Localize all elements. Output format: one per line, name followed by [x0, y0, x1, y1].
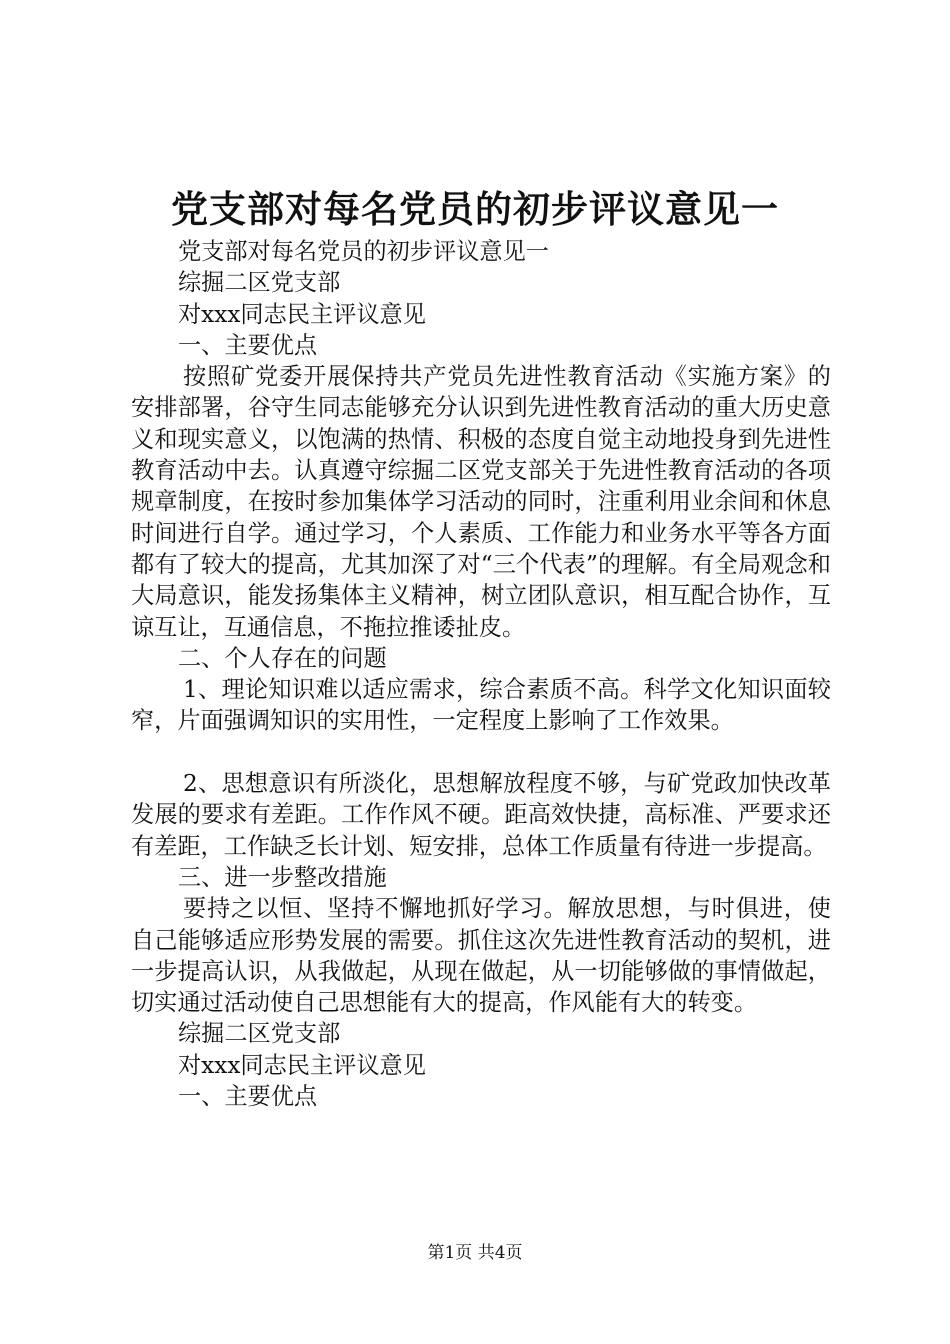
paragraph-measures: 要持之以恒、坚持不懈地抓好学习。解放思想，与时俱进，使自己能够适应形势发展的需要。抓住这次先进性教育活动的契机，进一步提高认识，从我做起，从现在做起，从一切能够做的事情做起，切实通过活动使自己思想能有大的提高，作风能有大的转变。 — [131, 895, 831, 1017]
body-line: 对xxx同志民主评议意见 — [178, 300, 426, 328]
document-body — [131, 236, 831, 1112]
body-line: 综掘二区党支部 — [178, 1020, 341, 1048]
section-heading: 二、个人存在的问题 — [178, 644, 387, 672]
body-line: 综掘二区党支部 — [178, 269, 341, 297]
section-heading: 一、主要优点 — [178, 1083, 318, 1111]
page-number: 第1页 共4页 — [427, 1243, 523, 1263]
paragraph-problem-2: 2、思想意识有所淡化，思想解放程度不够，与矿党政加快改革发展的要求有差距。工作作风不硬。距高效快捷，高标准、严要求还有差距，工作缺乏长计划、短安排，总体工作质量有待进一步提高。 — [131, 770, 831, 860]
section-heading: 三、进一步整改措施 — [178, 863, 387, 891]
body-line: 党支部对每名党员的初步评议意见一 — [178, 238, 549, 265]
paragraph-problem-1: 1、理论知识难以适应需求，综合素质不高。科学文化知识面较窄，片面强调知识的实用性，一定程度上影响了工作效果。 — [131, 676, 831, 735]
paragraph-strengths: 按照矿党委开展保持共产党员先进性教育活动《实施方案》的安排部署，谷守生同志能够充分认识到先进性教育活动的重大历史意义和现实意义，以饱满的热情、积极的态度自觉主动地投身到先进性教育活动中去。认真遵守综掘二区党支部关于先进性教育活动的各项规章制度，在按时参加集体学习活动的同时，注重利用业余间和休息时间进行自学。通过学习，个人素质、工作能力和业务水平等各方面都有了较大的提高，尤其加深了对“三个代表”的理解。有全局观念和大局意识，能发扬集体主义精神，树立团队意识，相互配合协作，互谅互让，互通信息，不拖拉推诿扯皮。 — [131, 363, 831, 641]
document-title: 党支部对每名党员的初步评议意见一 — [171, 187, 779, 231]
blank-line — [131, 737, 831, 768]
body-line: 对xxx同志民主评议意见 — [178, 1051, 426, 1079]
section-heading: 一、主要优点 — [178, 331, 318, 359]
